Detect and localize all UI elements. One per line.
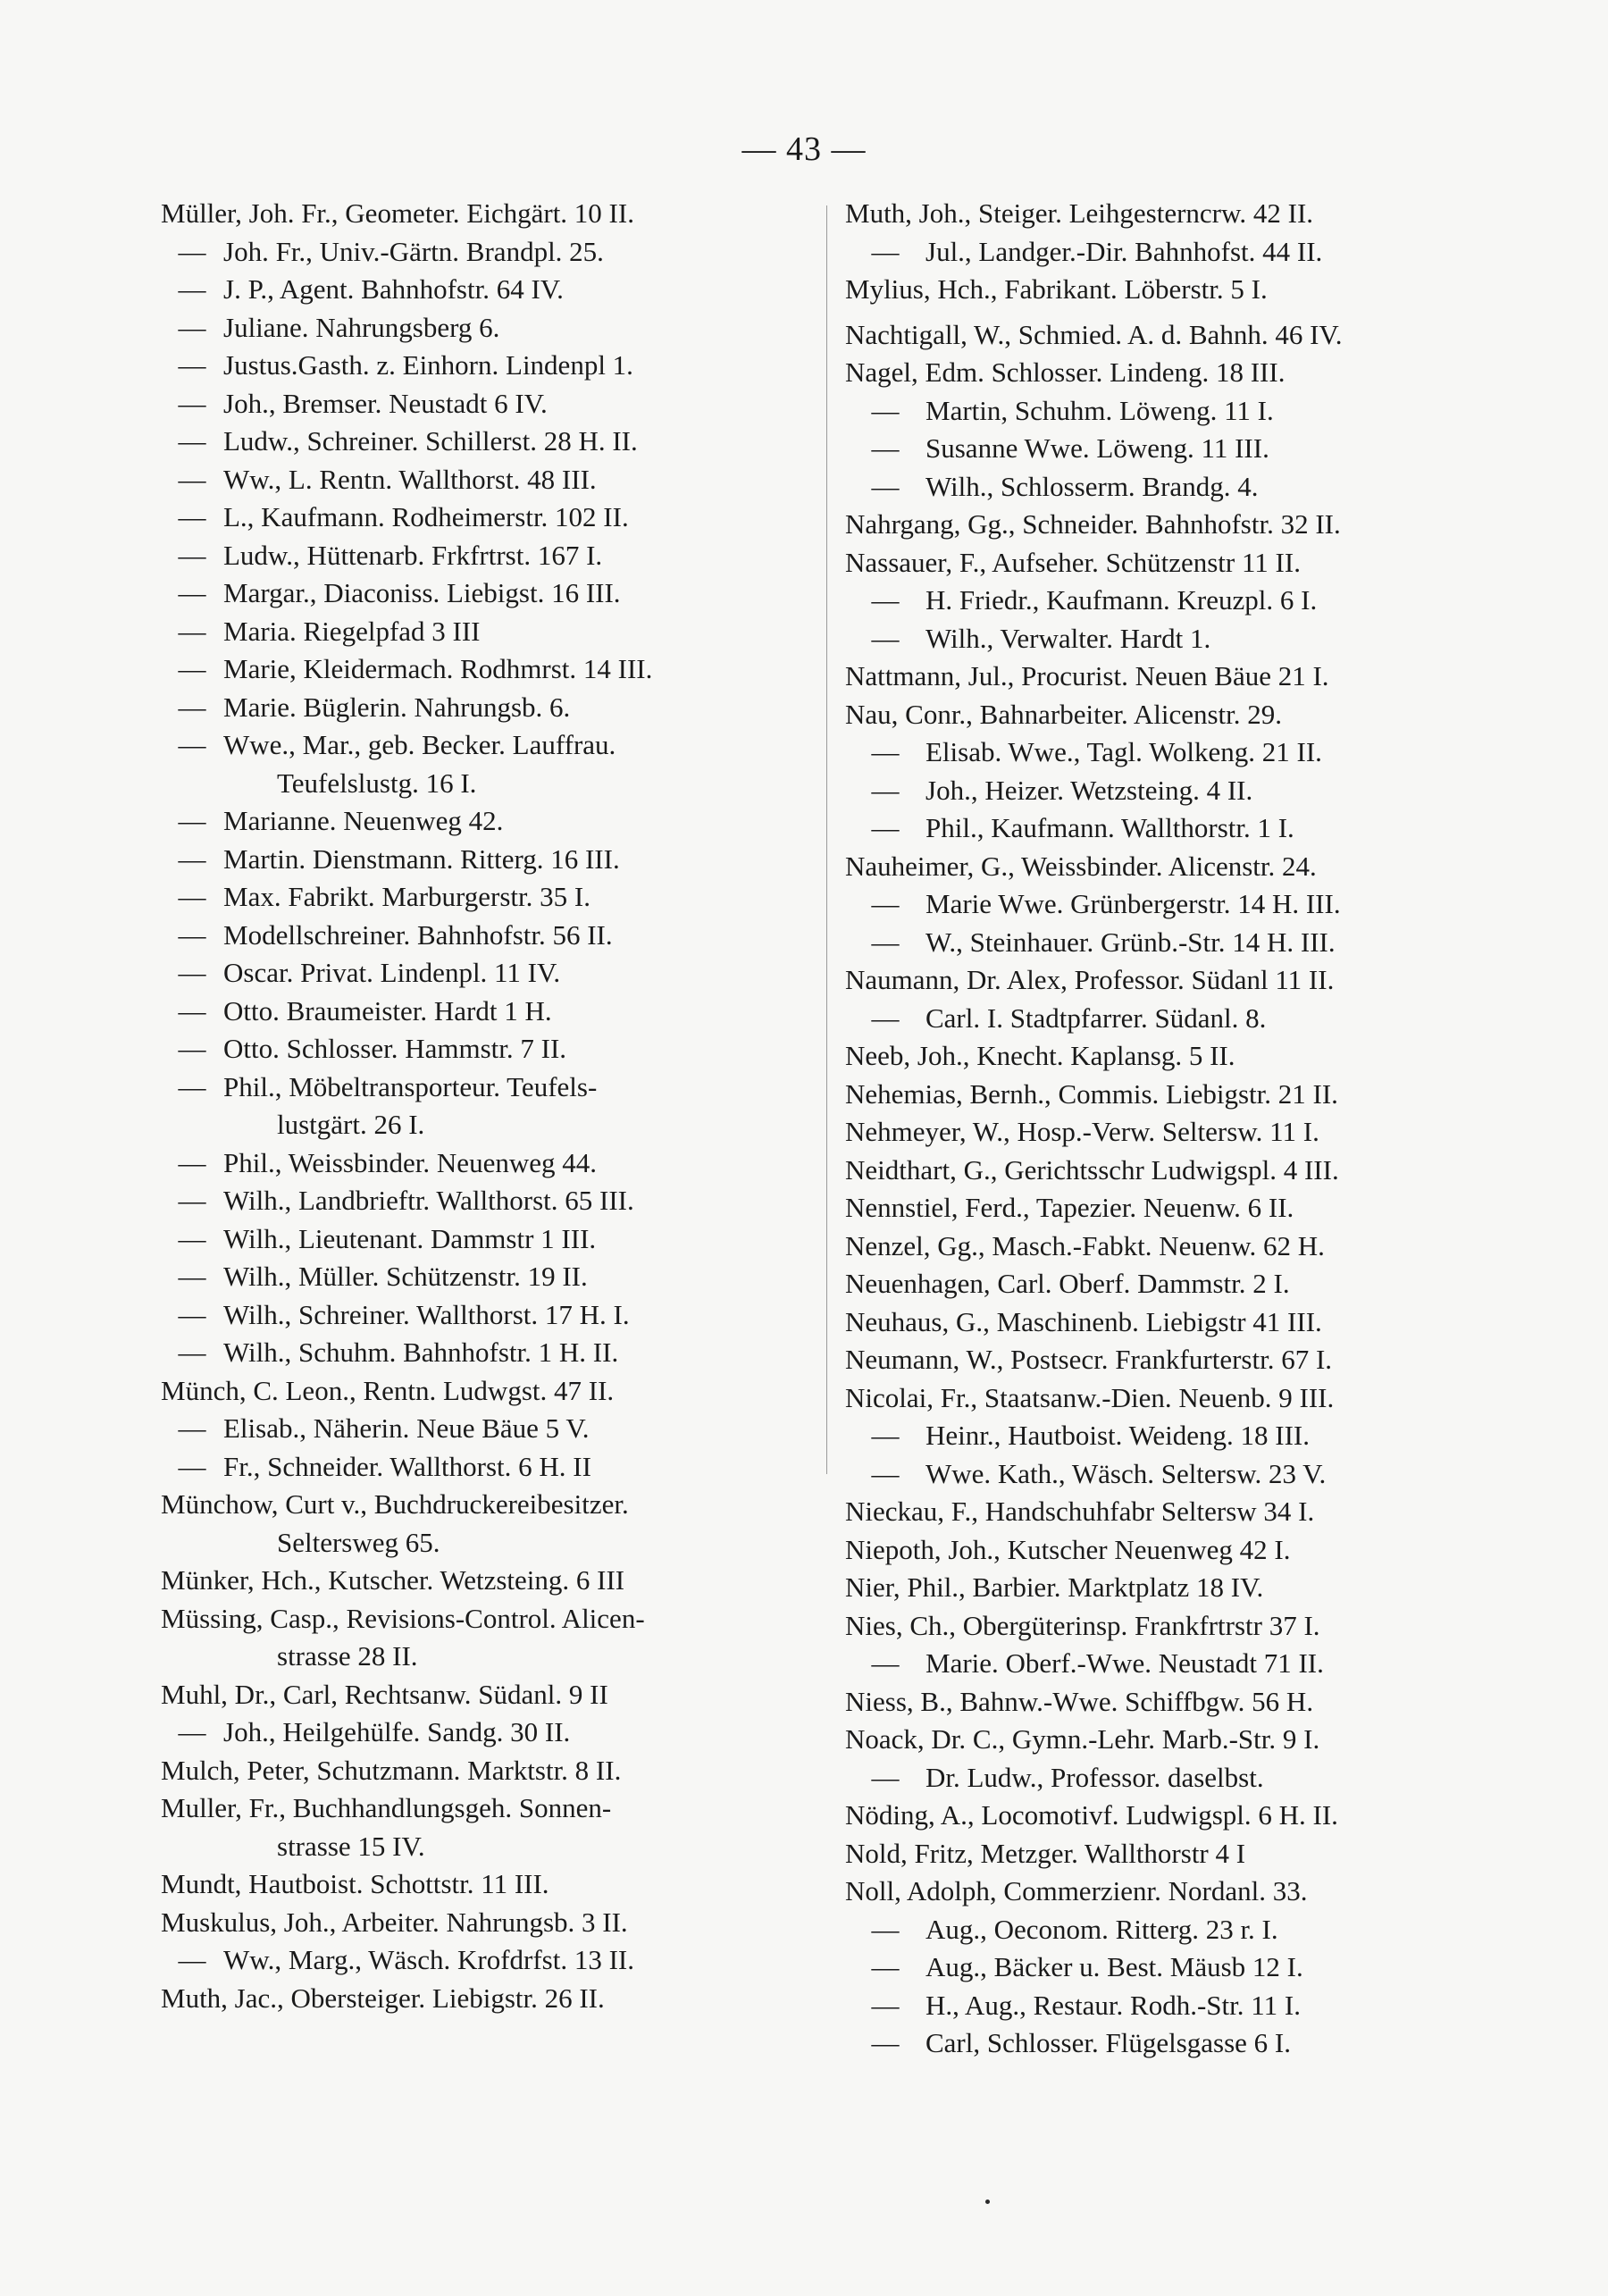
entry-text: Joh., Heilgehülfe. Sandg. 30 II. xyxy=(223,1716,571,1747)
directory-entry xyxy=(845,1873,1524,1911)
directory-entry xyxy=(161,309,804,348)
directory-entry xyxy=(161,271,804,309)
directory-entry xyxy=(845,271,1524,309)
directory-entry xyxy=(161,1486,804,1524)
entry-text: Marie Wwe. Grünbergerstr. 14 H. III. xyxy=(925,888,1341,919)
entry-text: Müller, Joh. Fr., Geometer. Eichgärt. 10 II. xyxy=(161,197,634,229)
directory-entry xyxy=(161,1144,804,1183)
entry-text: Wilh., Landbrieftr. Wallthorst. 65 III. xyxy=(223,1185,634,1216)
directory-entry xyxy=(845,195,1524,233)
directory-entry xyxy=(161,1220,804,1259)
directory-entry xyxy=(845,1721,1524,1759)
directory-entry xyxy=(845,1531,1524,1570)
directory-entry xyxy=(845,885,1524,924)
ditto-dash: — xyxy=(871,736,900,767)
ditto-dash: — xyxy=(178,842,206,875)
entry-text: Margar., Diaconiss. Liebigst. 16 III. xyxy=(223,577,621,608)
entry-text: Neumann, W., Postsecr. Frankfurterstr. 67 I. xyxy=(845,1344,1333,1375)
entry-text: Otto. Schlosser. Hammstr. 7 II. xyxy=(223,1033,567,1064)
column-divider xyxy=(826,205,827,1474)
ditto-dash: — xyxy=(178,918,206,951)
entry-text: Münch, C. Leon., Rentn. Ludwgst. 47 II. xyxy=(161,1374,615,1406)
directory-entry xyxy=(161,1789,804,1828)
directory-entry xyxy=(845,1113,1524,1152)
entry-text: Phil., Möbeltransporteur. Teufels- xyxy=(223,1070,598,1102)
directory-entry xyxy=(161,1372,804,1411)
directory-entry xyxy=(161,1258,804,1296)
ditto-dash: — xyxy=(178,1070,206,1102)
directory-entry xyxy=(845,961,1524,1000)
entry-text: Carl. I. Stadtpfarrer. Südanl. 8. xyxy=(925,1001,1267,1034)
entry-text: Nau, Conr., Bahnarbeiter. Alicenstr. 29. xyxy=(845,698,1283,730)
directory-entry xyxy=(845,392,1524,431)
directory-entry xyxy=(161,1448,804,1487)
ditto-dash: — xyxy=(871,584,900,616)
entry-text: H., Aug., Restaur. Rodh.-Str. 11 I. xyxy=(925,1989,1301,2021)
directory-entry xyxy=(161,347,804,385)
directory-entry xyxy=(161,1828,804,1866)
entry-text: L., Kaufmann. Rodheimerstr. 102 II. xyxy=(223,501,629,532)
directory-entry xyxy=(161,917,804,955)
entry-text: Müssing, Casp., Revisions-Control. Alicen- xyxy=(161,1602,645,1634)
entry-text: Neuenhagen, Carl. Oberf. Dammstr. 2 I. xyxy=(845,1268,1290,1299)
ditto-dash: — xyxy=(871,1761,900,1793)
entry-text: H. Friedr., Kaufmann. Kreuzpl. 6 I. xyxy=(925,584,1318,616)
entry-text: Nagel, Edm. Schlosser. Lindeng. 18 III. xyxy=(845,356,1286,388)
directory-entry xyxy=(845,316,1524,355)
ditto-dash: — xyxy=(178,1033,206,1064)
ditto-dash: — xyxy=(871,1951,900,1982)
entry-text: Nöding, A., Locomotivf. Ludwigspl. 6 H. II. xyxy=(845,1799,1338,1831)
directory-entry xyxy=(845,1189,1524,1228)
entry-text: Nieckau, F., Handschuhfabr Seltersw 34 I. xyxy=(845,1496,1315,1527)
directory-entry xyxy=(845,1797,1524,1835)
directory-entry xyxy=(161,1714,804,1752)
entry-text: Heinr., Hautboist. Weideng. 18 III. xyxy=(925,1420,1310,1451)
entry-text: Neeb, Joh., Knecht. Kaplansg. 5 II. xyxy=(845,1040,1235,1071)
directory-entry xyxy=(845,733,1524,772)
entry-text: Carl, Schlosser. Flügelsgasse 6 I. xyxy=(925,2027,1291,2058)
entry-text: Joh. Fr., Univ.-Gärtn. Brandpl. 25. xyxy=(223,235,604,267)
ditto-dash: — xyxy=(178,1450,206,1482)
ditto-dash: — xyxy=(871,1647,900,1679)
ditto-dash: — xyxy=(871,432,900,464)
entry-text: Münchow, Curt v., Buchdruckereibesitzer. xyxy=(161,1488,629,1520)
directory-entry xyxy=(161,461,804,499)
directory-entry xyxy=(845,1228,1524,1266)
ditto-dash: — xyxy=(178,577,206,608)
ditto-dash: — xyxy=(871,235,900,267)
ditto-dash: — xyxy=(178,1412,206,1444)
entry-text: Nachtigall, W., Schmied. A. d. Bahnh. 46 IV. xyxy=(845,318,1343,350)
directory-entry xyxy=(161,993,804,1031)
ditto-dash: — xyxy=(178,387,206,419)
ditto-dash: — xyxy=(178,1222,206,1254)
directory-entry xyxy=(845,1948,1524,1987)
directory-entry xyxy=(845,809,1524,848)
ditto-dash: — xyxy=(871,1001,900,1034)
entry-text: Nies, Ch., Obergüterinsp. Frankfrtrstr 37 I. xyxy=(845,1609,1320,1641)
ditto-dash: — xyxy=(178,994,206,1026)
directory-entry xyxy=(845,1076,1524,1114)
directory-entry xyxy=(845,924,1524,962)
entry-text: Marie, Kleidermach. Rodhmrst. 14 III. xyxy=(223,653,653,684)
entry-text: Aug., Oeconom. Ritterg. 23 r. I. xyxy=(925,1913,1278,1945)
ditto-dash: — xyxy=(178,539,206,571)
directory-entry xyxy=(161,802,804,841)
directory-entry xyxy=(161,195,804,233)
directory-entry xyxy=(161,1865,804,1904)
entry-text: Nenzel, Gg., Masch.-Fabkt. Neuenw. 62 H. xyxy=(845,1229,1325,1261)
ditto-dash: — xyxy=(178,615,206,647)
entry-text: strasse 15 IV. xyxy=(277,1830,425,1862)
entry-text: Wilh., Schlosserm. Brandg. 4. xyxy=(925,470,1259,502)
directory-entry xyxy=(845,1000,1524,1038)
ditto-dash: — xyxy=(871,1913,900,1945)
directory-entry xyxy=(845,1379,1524,1418)
entry-text: Muller, Fr., Buchhandlungsgeh. Sonnen- xyxy=(161,1792,612,1823)
directory-entry xyxy=(161,1524,804,1563)
directory-entry xyxy=(845,1303,1524,1342)
entry-text: Nauheimer, G., Weissbinder. Alicenstr. 24. xyxy=(845,850,1317,882)
directory-entry xyxy=(845,1455,1524,1494)
ditto-dash: — xyxy=(178,273,206,305)
entry-text: Nold, Fritz, Metzger. Wallthorstr 4 I xyxy=(845,1837,1246,1869)
directory-entry xyxy=(161,1638,804,1676)
ditto-dash: — xyxy=(178,1185,206,1216)
entry-text: Wwe., Mar., geb. Becker. Lauffrau. xyxy=(223,729,616,760)
entry-text: Martin. Dienstmann. Ritterg. 16 III. xyxy=(223,842,620,875)
directory-entry xyxy=(161,878,804,917)
ditto-dash: — xyxy=(871,470,900,502)
directory-entry xyxy=(161,1676,804,1714)
entry-text: Niepoth, Joh., Kutscher Neuenweg 42 I. xyxy=(845,1533,1291,1565)
directory-entry xyxy=(845,582,1524,620)
ditto-dash: — xyxy=(178,235,206,267)
directory-entry xyxy=(161,1980,804,2018)
entry-text: W., Steinhauer. Grünb.-Str. 14 H. III. xyxy=(925,926,1336,958)
entry-text: Nahrgang, Gg., Schneider. Bahnhofstr. 32 II. xyxy=(845,508,1341,540)
directory-entry xyxy=(845,544,1524,582)
directory-entry xyxy=(161,689,804,727)
entry-text: Seltersweg 65. xyxy=(277,1526,440,1558)
directory-entry xyxy=(845,354,1524,392)
directory-entry xyxy=(845,1987,1524,2025)
directory-entry xyxy=(161,233,804,272)
directory-entry xyxy=(845,620,1524,658)
ditto-dash: — xyxy=(178,1944,206,1975)
ditto-dash: — xyxy=(871,1989,900,2021)
entry-text: Mundt, Hautboist. Schottstr. 11 III. xyxy=(161,1868,549,1899)
left-column xyxy=(161,195,804,2242)
directory-entry xyxy=(845,696,1524,734)
entry-text: Ludw., Schreiner. Schillerst. 28 H. II. xyxy=(223,425,638,457)
ditto-dash: — xyxy=(178,463,206,495)
entry-text: Wilh., Schreiner. Wallthorst. 17 H. I. xyxy=(223,1298,630,1330)
directory-entry xyxy=(161,574,804,613)
entry-text: Teufelslustg. 16 I. xyxy=(277,767,477,799)
entry-text: Nattmann, Jul., Procurist. Neuen Bäue 21 I. xyxy=(845,660,1329,691)
ditto-dash: — xyxy=(178,805,206,836)
directory-entry xyxy=(161,1752,804,1790)
directory-entry xyxy=(161,385,804,423)
directory-entry xyxy=(161,954,804,993)
ditto-dash: — xyxy=(178,349,206,381)
ditto-dash: — xyxy=(178,691,206,723)
ditto-dash: — xyxy=(178,1716,206,1747)
ditto-dash: — xyxy=(871,1420,900,1451)
entry-text: Otto. Braumeister. Hardt 1 H. xyxy=(223,994,552,1026)
directory-entry xyxy=(845,658,1524,696)
entry-text: Muth, Joh., Steiger. Leihgesterncrw. 42 II. xyxy=(845,197,1314,229)
entry-text: Nehmeyer, W., Hosp.-Verw. Seltersw. 11 I. xyxy=(845,1116,1319,1147)
entry-text: Ww., L. Rentn. Wallthorst. 48 III. xyxy=(223,463,597,495)
ditto-dash: — xyxy=(178,1337,206,1368)
ditto-dash: — xyxy=(871,888,900,919)
entry-text: Justus.Gasth. z. Einhorn. Lindenpl 1. xyxy=(223,349,633,381)
ditto-dash: — xyxy=(871,2027,900,2058)
entry-text: Fr., Schneider. Wallthorst. 6 H. II xyxy=(223,1450,591,1482)
directory-entry xyxy=(161,1941,804,1980)
entry-text: Nicolai, Fr., Staatsanw.-Dien. Neuenb. 9 III. xyxy=(845,1381,1335,1413)
directory-entry xyxy=(161,1068,804,1107)
ditto-dash: — xyxy=(871,774,900,806)
directory-entry xyxy=(845,1835,1524,1873)
ditto-dash: — xyxy=(178,881,206,912)
page-number: — 43 — xyxy=(741,130,867,168)
directory-entry xyxy=(161,841,804,879)
directory-entry xyxy=(845,1417,1524,1455)
entry-text: Elisab., Näherin. Neue Bäue 5 V. xyxy=(223,1412,590,1444)
entry-text: Nehemias, Bernh., Commis. Liebigstr. 21 II. xyxy=(845,1077,1338,1110)
entry-text: Noll, Adolph, Commerzienr. Nordanl. 33. xyxy=(845,1875,1308,1906)
entry-text: Nennstiel, Ferd., Tapezier. Neuenw. 6 II. xyxy=(845,1192,1294,1223)
directory-entry xyxy=(845,1493,1524,1531)
entry-text: Wilh., Lieutenant. Dammstr 1 III. xyxy=(223,1222,597,1254)
ditto-dash: — xyxy=(178,729,206,760)
print-speck xyxy=(985,2200,990,2204)
entry-text: lustgärt. 26 I. xyxy=(277,1109,425,1140)
directory-entry xyxy=(845,1152,1524,1190)
entry-text: Niess, B., Bahnw.-Wwe. Schiffbgw. 56 H. xyxy=(845,1685,1314,1717)
directory-entry xyxy=(845,506,1524,544)
entry-text: Jul., Landger.-Dir. Bahnhofst. 44 II. xyxy=(925,235,1323,267)
entry-text: Marie. Büglerin. Nahrungsb. 6. xyxy=(223,691,571,723)
ditto-dash: — xyxy=(871,1457,900,1489)
entry-text: Ww., Marg., Wäsch. Krofdrfst. 13 II. xyxy=(223,1944,635,1975)
directory-entry xyxy=(161,650,804,689)
ditto-dash: — xyxy=(178,1298,206,1330)
directory-entry xyxy=(845,468,1524,507)
directory-entry xyxy=(845,1683,1524,1722)
directory-entry xyxy=(845,1037,1524,1076)
entry-text: Maria. Riegelpfad 3 III xyxy=(223,615,481,647)
directory-entry xyxy=(845,1265,1524,1303)
directory-entry xyxy=(161,1904,804,1942)
entry-text: Neidthart, G., Gerichtsschr Ludwigspl. 4 III. xyxy=(845,1153,1339,1186)
entry-text: Mulch, Peter, Schutzmann. Marktstr. 8 II. xyxy=(161,1754,622,1786)
entry-text: Elisab. Wwe., Tagl. Wolkeng. 21 II. xyxy=(925,736,1322,767)
entry-text: Muskulus, Joh., Arbeiter. Nahrungsb. 3 II. xyxy=(161,1906,628,1938)
entry-text: Neuhaus, G., Maschinenb. Liebigstr 41 III. xyxy=(845,1305,1322,1337)
entry-text: Wilh., Schuhm. Bahnhofstr. 1 H. II. xyxy=(223,1337,619,1368)
directory-entry xyxy=(161,1296,804,1335)
entry-text: Phil., Weissbinder. Neuenweg 44. xyxy=(223,1146,597,1178)
directory-entry xyxy=(161,1600,804,1638)
entry-text: Wilh., Müller. Schützenstr. 19 II. xyxy=(223,1261,588,1292)
directory-entry xyxy=(161,765,804,803)
directory-entry xyxy=(161,726,804,765)
directory-entry xyxy=(845,1759,1524,1797)
entry-text: J. P., Agent. Bahnhofstr. 64 IV. xyxy=(223,273,564,305)
right-column xyxy=(845,195,1524,2242)
directory-entry xyxy=(845,1569,1524,1607)
entry-text: Münker, Hch., Kutscher. Wetzsteing. 6 III xyxy=(161,1564,625,1596)
directory-entry xyxy=(845,772,1524,810)
entry-text: Oscar. Privat. Lindenpl. 11 IV. xyxy=(223,957,561,988)
entry-text: Phil., Kaufmann. Wallthorstr. 1 I. xyxy=(925,812,1294,843)
directory-entry xyxy=(161,499,804,537)
entry-text: Naumann, Dr. Alex, Professor. Südanl 11 II. xyxy=(845,964,1335,995)
directory-entry xyxy=(845,2024,1524,2063)
ditto-dash: — xyxy=(178,957,206,988)
directory-entry xyxy=(845,1911,1524,1949)
directory-entry xyxy=(161,1334,804,1372)
directory-entry xyxy=(845,1341,1524,1379)
directory-entry xyxy=(161,1562,804,1600)
directory-entry xyxy=(845,1607,1524,1646)
entry-text: strasse 28 II. xyxy=(277,1640,418,1672)
entry-text: Mylius, Hch., Fabrikant. Löberstr. 5 I. xyxy=(845,273,1268,305)
entry-text: Nassauer, F., Aufseher. Schützenstr 11 II. xyxy=(845,546,1301,578)
entry-text: Joh., Bremser. Neustadt 6 IV. xyxy=(223,387,548,419)
directory-entry xyxy=(845,1645,1524,1683)
entry-text: Aug., Bäcker u. Best. Mäusb 12 I. xyxy=(925,1951,1303,1982)
directory-entry xyxy=(845,430,1524,468)
ditto-dash: — xyxy=(178,501,206,532)
ditto-dash: — xyxy=(871,394,900,426)
entry-text: Marie. Oberf.-Wwe. Neustadt 71 II. xyxy=(925,1647,1324,1679)
directory-entry xyxy=(161,537,804,575)
entry-text: Wwe. Kath., Wäsch. Seltersw. 23 V. xyxy=(925,1457,1327,1489)
ditto-dash: — xyxy=(178,1261,206,1292)
entry-text: Joh., Heizer. Wetzsteing. 4 II. xyxy=(925,774,1253,806)
ditto-dash: — xyxy=(871,926,900,958)
directory-entry xyxy=(845,848,1524,886)
ditto-dash: — xyxy=(178,1146,206,1178)
entry-text: Martin, Schuhm. Löweng. 11 I. xyxy=(925,394,1274,426)
entry-text: Susanne Wwe. Löweng. 11 III. xyxy=(925,432,1269,464)
entry-text: Juliane. Nahrungsberg 6. xyxy=(223,311,500,343)
directory-entry xyxy=(161,1182,804,1220)
entry-text: Marianne. Neuenweg 42. xyxy=(223,805,504,836)
ditto-dash: — xyxy=(871,812,900,843)
directory-entry xyxy=(161,1106,804,1144)
entry-text: Muhl, Dr., Carl, Rechtsanw. Südanl. 9 II xyxy=(161,1678,608,1710)
directory-entry xyxy=(161,1410,804,1448)
entry-text: Dr. Ludw., Professor. daselbst. xyxy=(925,1761,1264,1793)
directory-entry xyxy=(161,423,804,461)
entry-text: Max. Fabrikt. Marburgerstr. 35 I. xyxy=(223,881,590,912)
directory-entry xyxy=(161,1030,804,1068)
ditto-dash: — xyxy=(178,425,206,457)
ditto-dash: — xyxy=(871,622,900,654)
directory-entry xyxy=(161,613,804,651)
entry-text: Nier, Phil., Barbier. Marktplatz 18 IV. xyxy=(845,1571,1264,1603)
entry-text: Modellschreiner. Bahnhofstr. 56 II. xyxy=(223,918,613,951)
entry-text: Muth, Jac., Obersteiger. Liebigstr. 26 II. xyxy=(161,1982,605,2014)
entry-text: Ludw., Hüttenarb. Frkfrtrst. 167 I. xyxy=(223,539,603,571)
ditto-dash: — xyxy=(178,653,206,684)
entry-text: Wilh., Verwalter. Hardt 1. xyxy=(925,622,1211,654)
directory-entry xyxy=(845,233,1524,272)
entry-text: Noack, Dr. C., Gymn.-Lehr. Marb.-Str. 9 I. xyxy=(845,1723,1320,1755)
ditto-dash: — xyxy=(178,311,206,343)
